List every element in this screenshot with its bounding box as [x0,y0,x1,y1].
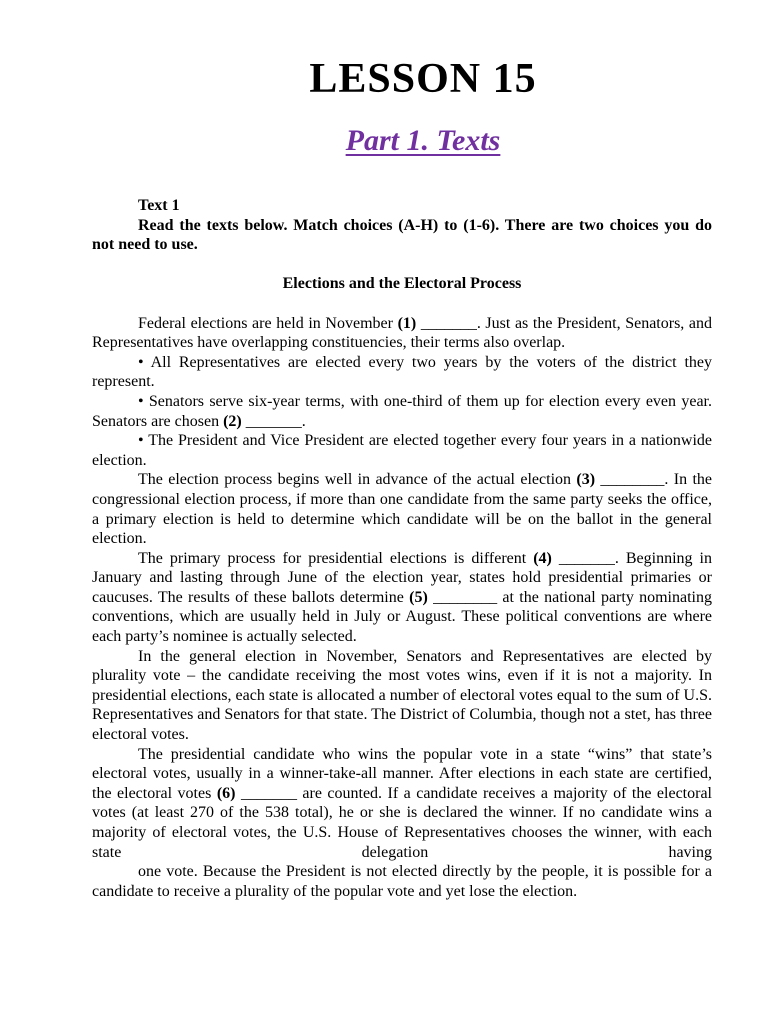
paragraph-4: In the general election in November, Senators and Representatives are elected by plurality vote – the candidate receiving the most votes wins, even if it is not a majority. In presidential elections, each state is allocated a number of electoral votes equal to the sum of U.S. Representatives and Senators for that state. The District of Columbia, though not a stet, has three electoral votes. [92,647,712,744]
paragraph-3-text-c: ________ at the national party nominating conventions, which are usually held in July or August. These political conventions are where each party’s nominee is actually selected. [92,588,712,646]
paragraph-3 [92,549,712,647]
part-title: Part 1. Texts [345,124,501,157]
lesson-title: LESSON 15 [309,56,537,102]
text-body [92,196,712,901]
paragraph-5-text-b: _______ are counted. If a candidate receives a majority of the electoral votes (at least 270 of the 538 total), he or she is declared the winner. If no candidate wins a majority of electoral votes, the U.S. House of Representatives chooses the winner, with each state delegation having [92,784,713,861]
blank-number-2: (2) [223,412,242,430]
instructions: Read the texts below. Match choices (A-H) to (1-6). There are two choices you do not need to use. [92,216,712,254]
blank-number-5: (5) [409,588,428,606]
paragraph-1 [92,314,712,353]
paragraph-2 [92,470,712,548]
bullet-senators-text-a: • Senators serve six-year terms, with one-third of them up for election every even year. Senators are chosen [92,392,712,430]
text-label: Text 1 [138,197,180,214]
paragraph-3-text-a: The primary process for presidential elections is different [138,549,534,567]
spacer [92,255,712,275]
paragraph-5 [92,745,712,863]
paragraph-2-text-b: ________. In the congressional election process, if more than one candidate from the same party seeks the office, a primary election is held to determine which candidate will be on the ballot in the general election. [92,471,712,548]
paragraph-6: one vote. Because the President is not elected directly by the people, it is possible for a candidate to receive a plurality of the popular vote and yet lose the election. [92,863,712,900]
bullet-president: • The President and Vice President are elected together every four years in a nationwide election. [92,432,712,469]
paragraph-1-text-a: Federal elections are held in November [138,314,398,332]
paragraph-1-text-b: _______. Just as the President, Senators, and Representatives have overlapping constituencies, their terms also overlap. [92,314,712,352]
bullet-senators [92,392,712,431]
paragraph-2-text-a: The election process begins well in advance of the actual election [138,471,577,489]
paragraph-5-text-a: The presidential candidate who wins the popular vote in a state “wins” that state’s electoral votes, usually in a winner-take-all manner. After elections in each state are certified, the electoral votes [92,745,712,802]
bullet-senators-text-b: _______. [241,412,306,430]
bullet-representatives: • All Representatives are elected every two years by the voters of the district they represent. [92,353,712,391]
article-title: Elections and the Electoral Process [282,275,522,293]
spacer [92,294,712,314]
paragraph-3-text-b: _______. Beginning in January and lasting through June of the election year, states hold presidential primaries or caucuses. The results of these ballots determine [92,549,712,606]
blank-number-1: (1) [397,314,417,332]
blank-number-3: (3) [576,471,596,489]
blank-number-6: (6) [216,784,236,802]
blank-number-4: (4) [533,549,552,567]
